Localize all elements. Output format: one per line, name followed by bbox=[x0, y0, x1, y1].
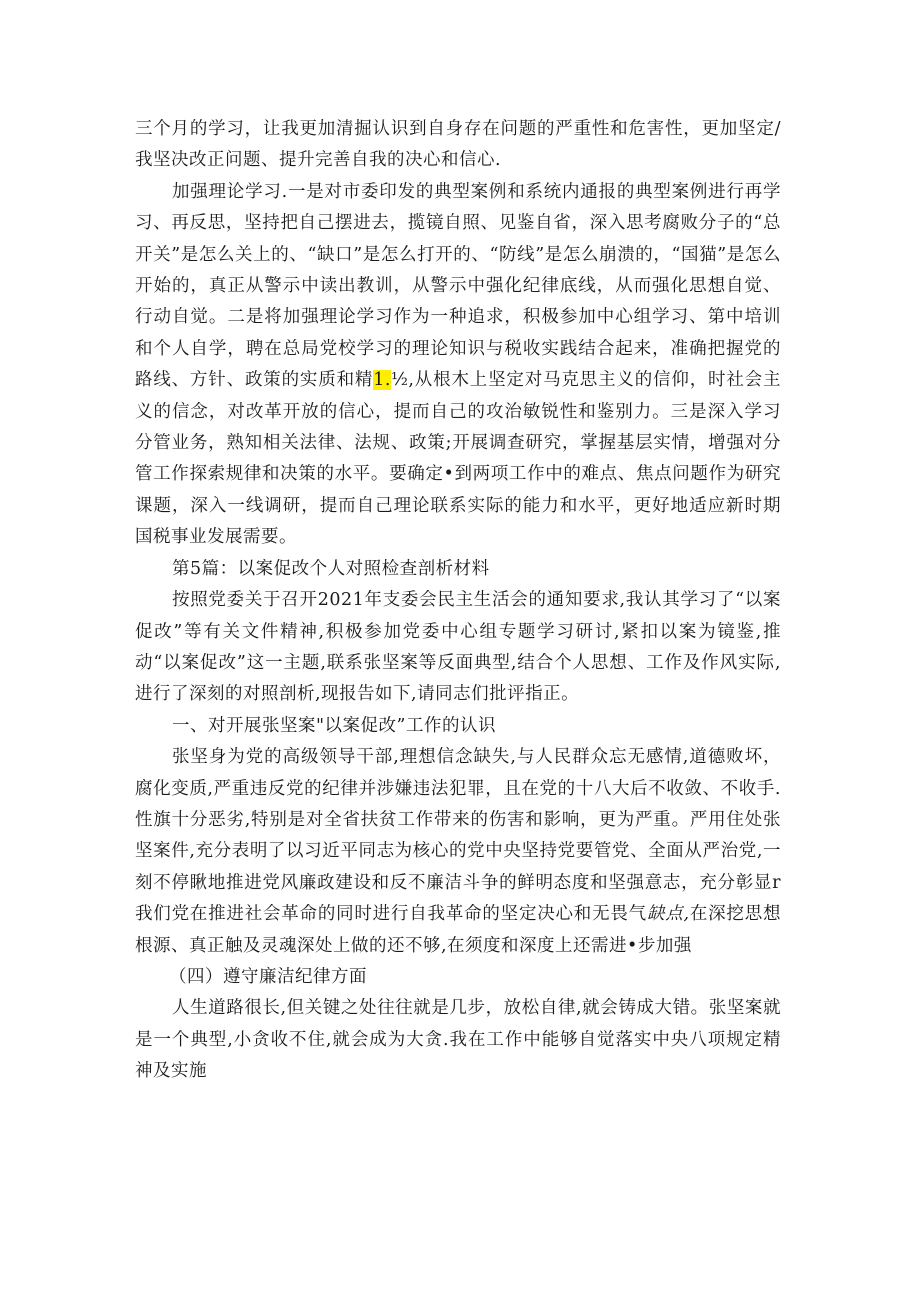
highlighted-text: 1. bbox=[373, 370, 391, 391]
section-heading-four: （四）遵守廉洁纪律方面 bbox=[169, 966, 367, 987]
section-heading-one: 一、对开展张坚案"以案促改”工作的认识 bbox=[172, 715, 496, 736]
paragraph-case-analysis bbox=[135, 742, 781, 962]
section-heading-part5: 第5篇：以案促改个人对照检查剖析材料 bbox=[172, 558, 490, 579]
paragraph-case-analysis-part2: 在深挖思想根源、真正触及灵魂深处上做的还不够,在须度和深度上还需进•步加强 bbox=[135, 904, 781, 956]
paragraph-theory-study-part1: 加强理论学习.一是对市委印发的典型案例和系统内通报的典型案例进行再学习、再反思，坚持把自己摆进去，揽镜自照、见鉴自省，深入思考腐败分子的“总开关”是怎么关上的、“缺口”是怎么打开的、“防线”是怎么崩溃的，“国猫”是怎么开始的，真正从警示中读出教训，从警示中强化纪律底线，从而强化思想自觉、行动自觉。二是将加强理论学习作为一种追求，积极参加中心组学习、第中培训和个人自学，聘在总局党校学习的理论知识与税收实践结合起来，准确把握党的路线、方针、政策的实质和精 bbox=[135, 181, 781, 391]
paragraph-discipline: 人生道路很长,但关键之处往往就是几步，放松自律,就会铸成大错。张坚案就是一个典型,小贪收不住,就会成为大贪.我在工作中能够自觉落实中央八项规定精神及实施 bbox=[135, 998, 781, 1082]
document-body bbox=[135, 114, 781, 1088]
paragraph-theory-study-part2: ½,从根木上坚定对马克思主义的信仰，时社会主义的信念，对改革开放的信心，提而自己的攻治敏锐性和鉴别力。三是深入学习分管业务，熟知相关法律、法规、政策;开展调查研究，掌握基层实情，增强对分管工作探索规律和决策的水平。要确定•到两项工作中的难点、焦点问题作为研究课题，深入一线调研，提而自己理论联系实际的能力和水平，更好地适应新时期国税事业发展需要。 bbox=[135, 370, 782, 548]
paragraph-intro: 按照党委关于召开2021年支委会民主生活会的通知要求,我认其学习了“以案促改”等有关文件精神,积极参加党委中心组专题学习研讨,紧扣以案为镜鉴,推动“以案促改”这一主题,联系张坚案等反面典型,结合个人思想、工作及作风实际,进行了深刻的对照剖析,现报告如下,请同志们批评指正。 bbox=[135, 590, 781, 705]
italic-text: 缺点, bbox=[646, 904, 690, 925]
paragraph-study-result: 三个月的学习，让我更加清掘认识到自身存在问题的严重性和危害性，更加坚定/我坚决改正问题、提升完善自我的决心和信心. bbox=[135, 119, 781, 171]
paragraph-case-analysis-part1: 张坚身为党的高级领导干部,理想信念缺失,与人民群众忘无感情,道德败坏，腐化变质,严重违反党的纪律并涉嫌违法犯罪，且在党的十八大后不收敛、不收手.性旗十分恶劣,特别是对全省扶贫工作带来的伤害和影响，更为严重。严用住处张坚案件,充分表明了以习近平同志为核心的党中央坚持党要管党、全面从严治党,一刻不停瞅地推进党风廉政建设和反不廉洁斗争的鲜明态度和坚强意志，充分彰显r我们党在推进社会革命的同时进行自我革命的坚定决心和无畏气 bbox=[135, 747, 781, 925]
paragraph-theory-study bbox=[135, 177, 781, 554]
